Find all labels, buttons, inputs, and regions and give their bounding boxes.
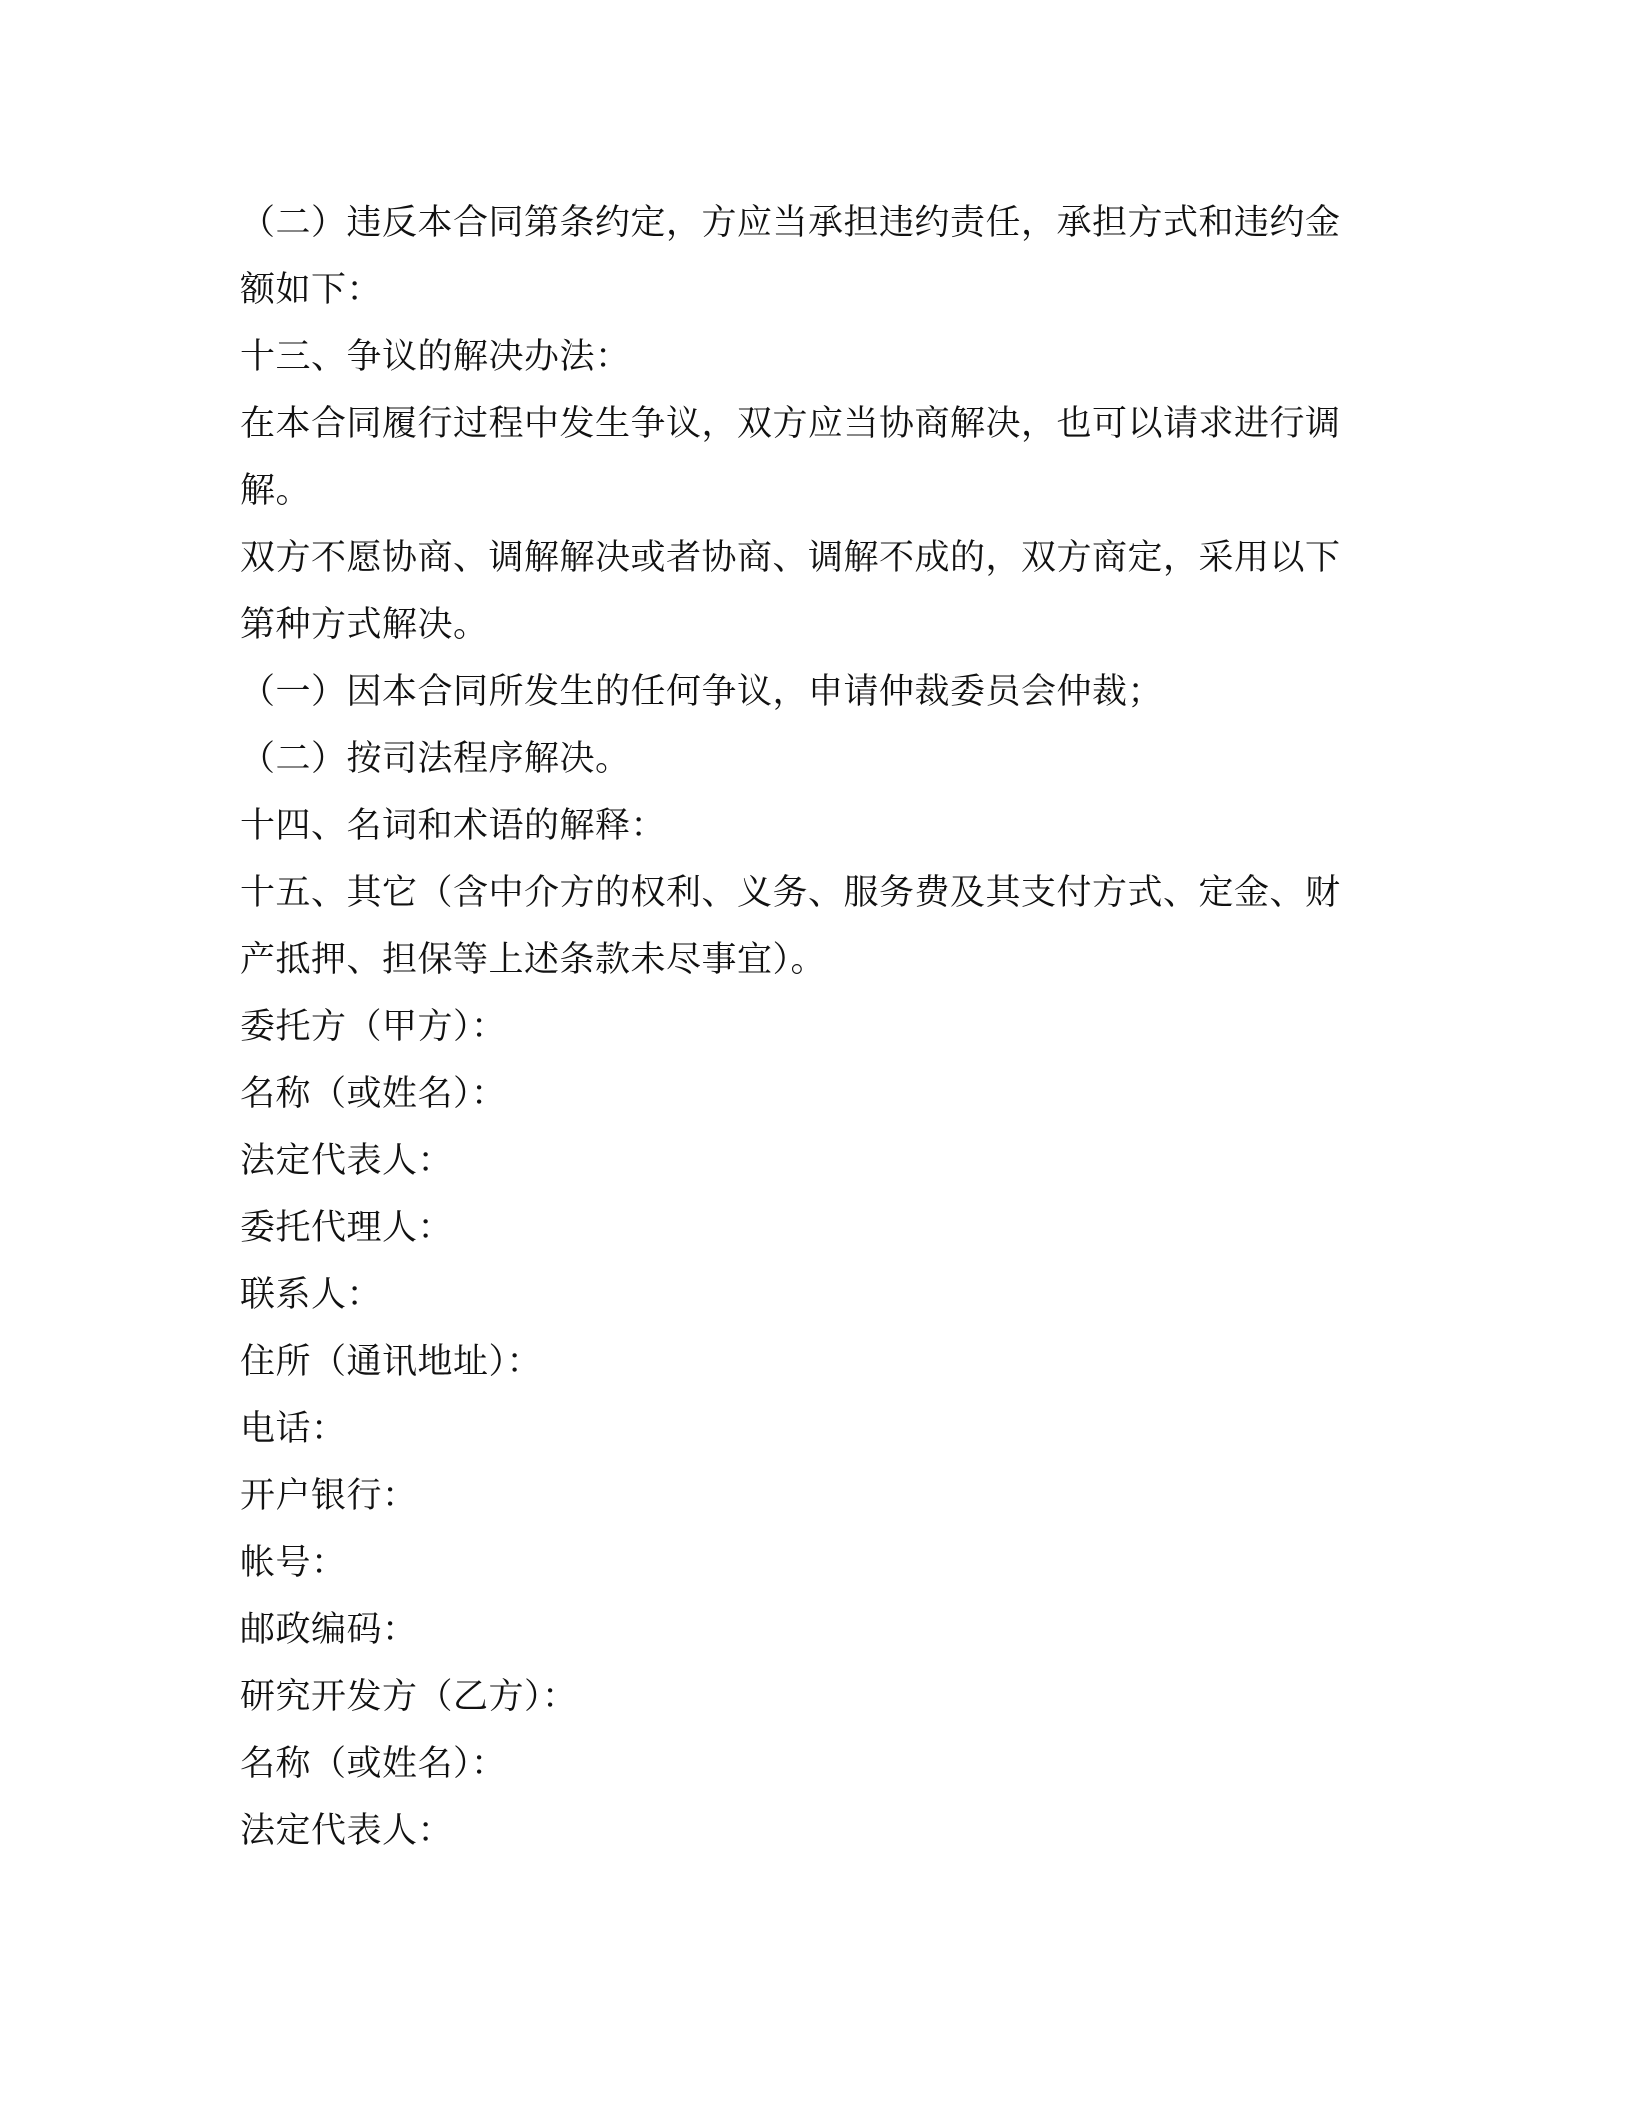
text-line: 额如下：	[240, 270, 383, 310]
form-field-label: 法定代表人：	[240, 1141, 454, 1181]
section-heading: 十三、争议的解决办法：	[240, 337, 631, 377]
form-field-label: 开户银行：	[240, 1476, 418, 1516]
form-field-label: 帐号：	[240, 1543, 347, 1583]
text-line: 在本合同履行过程中发生争议，双方应当协商解决，也可以请求进行调	[240, 404, 1341, 444]
form-field-label: 法定代表人：	[240, 1811, 454, 1851]
text-line: 产抵押、担保等上述条款未尽事宜）。	[240, 940, 827, 980]
form-field-label: 名称（或姓名）：	[240, 1744, 507, 1784]
party-b-heading: 研究开发方（乙方）：	[240, 1677, 578, 1717]
text-line: 第种方式解决。	[240, 605, 489, 645]
section-heading: 十四、名词和术语的解释：	[240, 806, 667, 846]
form-field-label: 住所（通讯地址）：	[240, 1342, 543, 1382]
text-line: （二）违反本合同第条约定，方应当承担违约责任，承担方式和违约金	[240, 203, 1341, 243]
form-field-label: 委托代理人：	[240, 1208, 454, 1248]
form-field-label: 电话：	[240, 1409, 347, 1449]
list-item: （一）因本合同所发生的任何争议，申请仲裁委员会仲裁；	[240, 672, 1164, 712]
document-body	[240, 190, 1400, 1865]
section-heading: 十五、其它（含中介方的权利、义务、服务费及其支付方式、定金、财	[240, 873, 1341, 913]
form-field-label: 联系人：	[240, 1275, 383, 1315]
party-a-heading: 委托方（甲方）：	[240, 1007, 507, 1047]
text-line: 解。	[240, 471, 312, 511]
form-field-label: 邮政编码：	[240, 1610, 418, 1650]
form-field-label: 名称（或姓名）：	[240, 1074, 507, 1114]
text-line: 双方不愿协商、调解解决或者协商、调解不成的，双方商定，采用以下	[240, 538, 1341, 578]
list-item: （二）按司法程序解决。	[240, 739, 631, 779]
